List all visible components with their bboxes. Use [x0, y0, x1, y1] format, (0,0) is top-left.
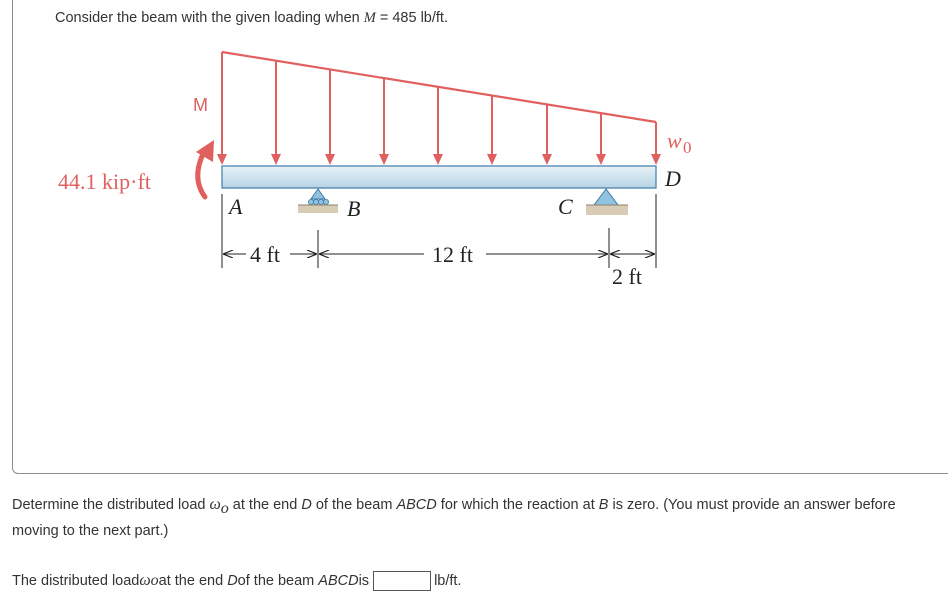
statement-variable: M [363, 10, 376, 26]
load-arrows [217, 52, 661, 165]
load-arrow-head [596, 154, 606, 165]
point-c-label: C [558, 194, 573, 219]
load-arrow-head [487, 154, 497, 165]
dim-cd-label: 2 ft [612, 264, 642, 289]
statement-value: = 485 lb/ft. [375, 10, 448, 26]
answer-line: The distributed load ω o at the end D of the beam ABCD is lb/ft. [12, 572, 462, 589]
load-arrow-head [651, 154, 661, 165]
distributed-load [217, 52, 661, 165]
load-arrow-head [542, 154, 552, 165]
load-subscript: 0 [683, 138, 692, 157]
statement-text: Consider the beam with the given loading when [55, 10, 364, 26]
question-text: Determine the distributed load $\omega_o$ at the end D of the beam ABCD for which the reaction at B is zero. (You must provide an answer before moving to the next part.) [12, 496, 896, 539]
load-label: w [667, 128, 682, 153]
beam [222, 166, 656, 188]
dim-ab-label: 4 ft [250, 242, 280, 267]
load-arrow-head [325, 154, 335, 165]
load-arrow-head [271, 154, 281, 165]
load-arrow-head [379, 154, 389, 165]
roller-support-b [298, 189, 338, 213]
load-arrow-head [433, 154, 443, 165]
answer-unit: lb/ft. [434, 573, 462, 589]
point-d-label: D [665, 166, 681, 191]
moment-symbol: M [193, 95, 208, 115]
moment-arrow [196, 140, 214, 197]
omega-symbol: ω [209, 496, 221, 513]
pin-support-c [586, 189, 628, 215]
dim-bc-label: 12 ft [432, 242, 473, 267]
point-b-label: B [347, 196, 361, 221]
load-arrow-head [217, 154, 227, 165]
answer-input[interactable] [373, 571, 431, 591]
moment-value: 44.1 kip·ft [58, 169, 151, 194]
point-a-label: A [229, 194, 243, 219]
